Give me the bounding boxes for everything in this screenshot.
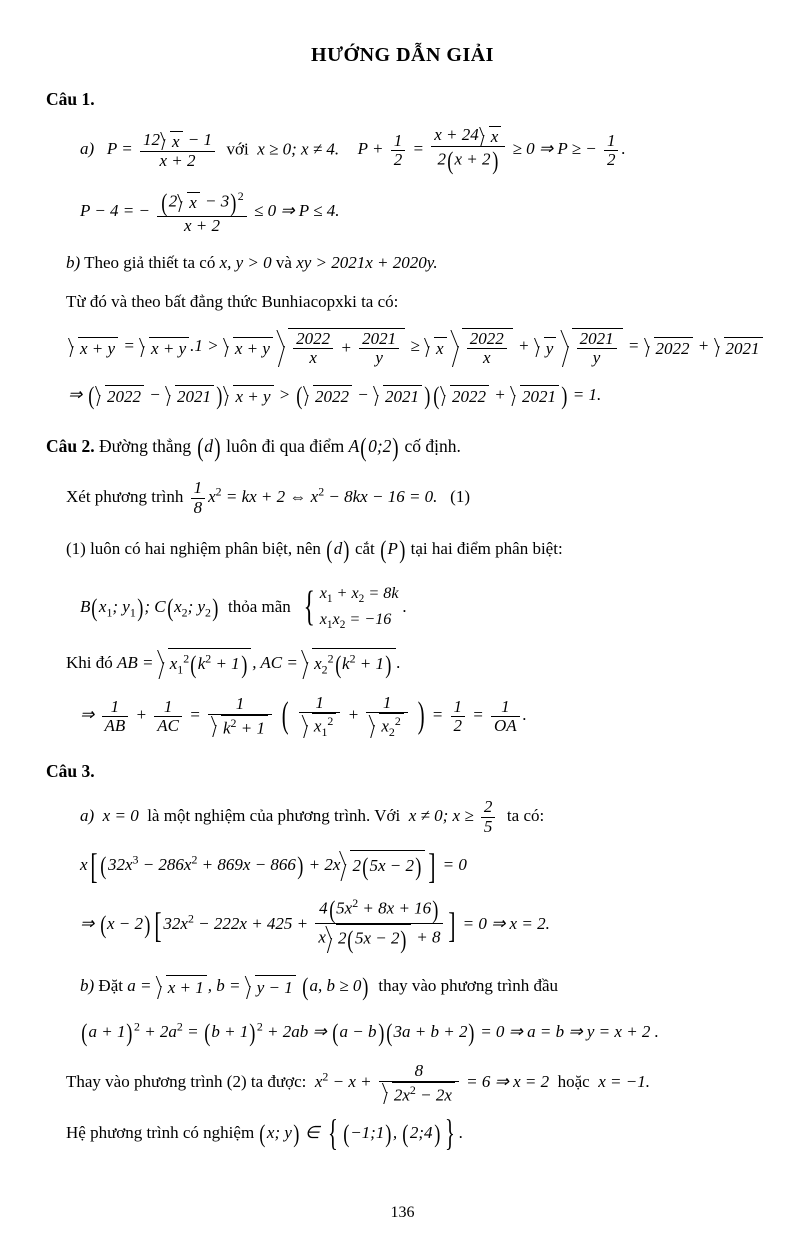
document-page [0,44,805,1244]
question-3-part-a-line1: a) x = 0 là một nghiệm của phương trình. Với x ≠ 0; x ≥ $\frac{2}{5}$ ta có: [80,797,545,836]
question-1-part-b-line4: ⇒ ( 2022 − 2021 ) x + y > ( 2022 − 2021 )( 2022 + 2021 ) = 1. [68,381,602,411]
document-body [0,89,805,1154]
question-1-part-a: a) P = $\frac{12 x - 1}{x + 2}$ với x ≥ 0; x ≠ 4. P + $\frac{1}{2}$ = $\frac{x + 24 x}{2(x + 2)}$ ≥ 0 ⇒ P ≥ − $\frac{1}{2}$ . [80,125,626,176]
question-3-part-b-line1: b) Đặt a = x + 1 , b = y − 1 (a, b ≥ 0) thay vào phương trình đầu [80,971,559,1001]
question-heading-2: Câu 2. Đường thẳng (d) luôn đi qua điểm A(0;2) cố định. [46,433,461,463]
question-3-label: Câu 3. [46,761,95,782]
question-1-part-b-line3: x + y = x + y .1 > x + y $\frac{2022}{x}$ + $\frac{2021}{y}$ ≥ x $\frac{2022}{x}$ + y $\frac{2021}{y}$ = 2022 + 2021 [68,328,753,368]
question-2-line-4: Khi đó AB = $x_1^2(k^2 + 1)$ , AC = $x_2^2(k^2 + 1)$ . [66,649,401,679]
question-2-line-3: $B(x_1$; $y_1$); $C(x_2$; $y_2$) thỏa mãn { $x_1 + x_2 = 8k$ $x_1x_2 = -16$ . [80,583,408,631]
question-2-label: Câu 2. [46,436,95,457]
question-heading-3 [46,761,753,782]
page-title: HƯỚNG DẪN GIẢI [311,44,494,66]
question-3-part-a-line3: ⇒ (x − 2)[ $32x^2 - 222x + 425$ + $\frac{4(5x^2 + 8x + 16)}{x 2(5x - 2) + 8}$ ] = 0 ⇒ x = 2. [80,894,550,955]
question-3-part-b-line2: $(a + 1)^2 + 2a^2 = (b + 1)^2 + 2ab$ ⇒ (a − b)(3a + b + 2) = 0 ⇒ a = b ⇒ y = x + 2 . [81,1018,659,1048]
question-1-part-b-line1: b) Theo giả thiết ta có x, y > 0 và xy > 2021x + 2020y. [66,252,438,272]
question-1-label: Câu 1. [46,89,95,109]
question-2-line-1: Xét phương trình $\frac{1}{8}$ $x^2$ = kx + 2 ⇔ $x^2 - 8kx - 16 = 0$. (1) [66,478,470,517]
question-3-part-a-line2: x[ $(32x^3 - 286x^2 + 869x - 866) + 2x$ 2(5x − 2) ] = 0 [80,845,467,886]
question-2-line-5: ⇒ $\frac{1}{AB}$ + $\frac{1}{AC}$ = $\frac{1}{k^2 + 1}$ ( $\frac{1}{x_1^2}$ + $\frac{1}{x_2^2}$ ) = $\frac{1}{2}$ = $\frac{1}{OA}$ . [80,692,527,740]
page-number: 136 [390,1204,415,1221]
question-1-part-b-line2: Từ đó và theo bất đẳng thức Bunhiacopxki ta có: [66,291,399,311]
question-2-line-2: (1) luôn có hai nghiệm phân biệt, nên (d) cắt (P) tại hai điểm phân biệt: [66,535,563,565]
question-heading-1 [46,89,753,110]
question-2-eq-number: (1) [450,487,470,507]
question-1-part-a-expr3: P − 4 = − $\frac{(2 x - 3)^2}{x + 2}$ ≤ 0 ⇒ P ≤ 4. [80,187,340,236]
question-3-part-b-line4: Hệ phương trình có nghiệm (x; y) ∈ { (−1;1), (2;4) } . [66,1112,464,1154]
question-3-part-b-line3: Thay vào phương trình (2) ta được: $x^2 - x$ + $\frac{8}{2x^2 - 2x}$ = 6 ⇒ x = 2 hoặc x = −1. [66,1061,650,1105]
